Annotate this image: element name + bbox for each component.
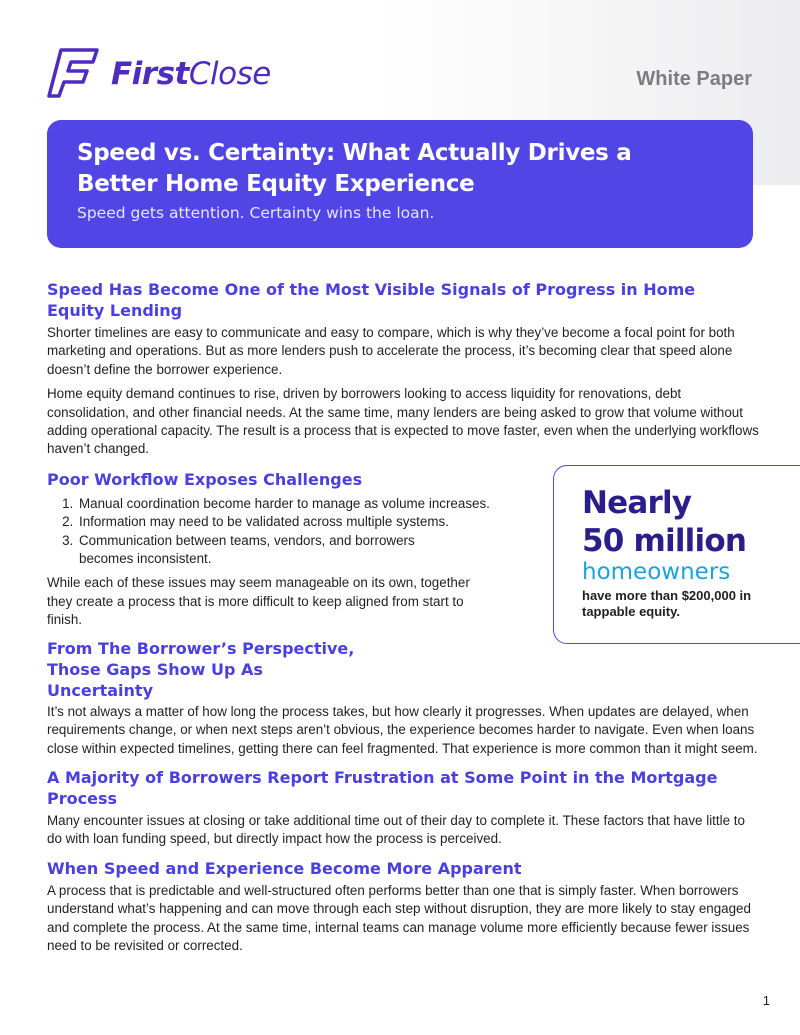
- list-item: 2. Information may need to be validated across multiple systems.: [77, 513, 547, 531]
- brand-name-bold: First: [111, 56, 189, 92]
- hero-banner: [47, 120, 753, 248]
- section-paragraph: Many encounter issues at closing or take additional time out of their day to complete it. These factors that have little to do with loan funding speed, but directly impact how the process is perceived.: [47, 812, 745, 847]
- stat-callout: [553, 465, 800, 644]
- section-heading: Poor Workflow Exposes Challenges: [47, 469, 363, 489]
- section-borrower-perspective: [47, 638, 759, 758]
- section-paragraph: It’s not always a matter of how long the process takes, but how clearly it progresses. When updates are delayed, when requirements change, or when next steps aren’t obvious, the experience becomes harder to navigate. Even when loans close within expected timelines, getting there can feel fragmented. That experience is more common than it might seem.: [47, 703, 758, 756]
- section-speed-signals: [47, 279, 759, 459]
- challenge-list: [47, 495, 547, 569]
- brand-logo: [47, 46, 271, 102]
- brand-name-regular: Close: [188, 56, 271, 92]
- section-paragraph: While each of these issues may seem manageable on its own, together they create a process that is more difficult to keep aligned from start to finish.: [47, 575, 470, 628]
- document-type: White Paper: [636, 68, 752, 90]
- brand-name: [111, 56, 271, 92]
- section-heading: A Majority of Borrowers Report Frustration at Some Point in the Mortgage Process: [47, 767, 718, 808]
- list-item: 3. Communication between teams, vendors, and borrowers becomes inconsistent.: [77, 532, 459, 569]
- stat-line-2: 50 million: [582, 523, 747, 559]
- page-number: 1: [762, 993, 770, 1008]
- stat-accent: homeowners: [582, 559, 731, 585]
- firstclose-logo-icon: [47, 44, 103, 105]
- section-heading: From The Borrower’s Perspective, Those Gaps Show Up As Uncertainty: [47, 638, 355, 700]
- stat-line-1: Nearly: [582, 485, 692, 521]
- section-heading: Speed Has Become One of the Most Visible Signals of Progress in Home Equity Lending: [47, 280, 696, 320]
- section-paragraph: Home equity demand continues to rise, driven by borrowers looking to access liquidity for renovations, debt consolidation, and other financial needs. At the same time, many lenders are being asked to grow that volume without adding operational capacity. The result is a process that is expected to move faster, even when the underlying workflows haven’t changed.: [47, 386, 759, 457]
- page-subtitle: Speed gets attention. Certainty wins the loan.: [77, 204, 435, 222]
- list-item: 1. Manual coordination become harder to manage as volume increases.: [77, 495, 547, 513]
- page-title: Speed vs. Certainty: What Actually Drives a Better Home Equity Experience: [77, 140, 632, 197]
- section-workflow-challenges: [47, 469, 547, 630]
- section-speed-experience: [47, 858, 759, 956]
- section-borrower-frustration: [47, 767, 759, 849]
- section-paragraph: Shorter timelines are easy to communicate and easy to compare, which is why they’ve become a focal point for both marketing and operations. But as more lenders push to accelerate the process, it’s becoming clear that speed alone doesn’t define the borrower experience.: [47, 325, 735, 377]
- stat-description: have more than $200,000 in tappable equity.: [582, 588, 752, 619]
- section-heading: When Speed and Experience Become More Apparent: [47, 858, 522, 878]
- section-paragraph: A process that is predictable and well-structured often performs better than one that is simply faster. When borrowers understand what’s happening and can move through each step without disruption, they are more likely to stay engaged and complete the process. At the same time, internal teams can manage volume more efficiently because fewer issues need to be revisited or corrected.: [47, 882, 751, 953]
